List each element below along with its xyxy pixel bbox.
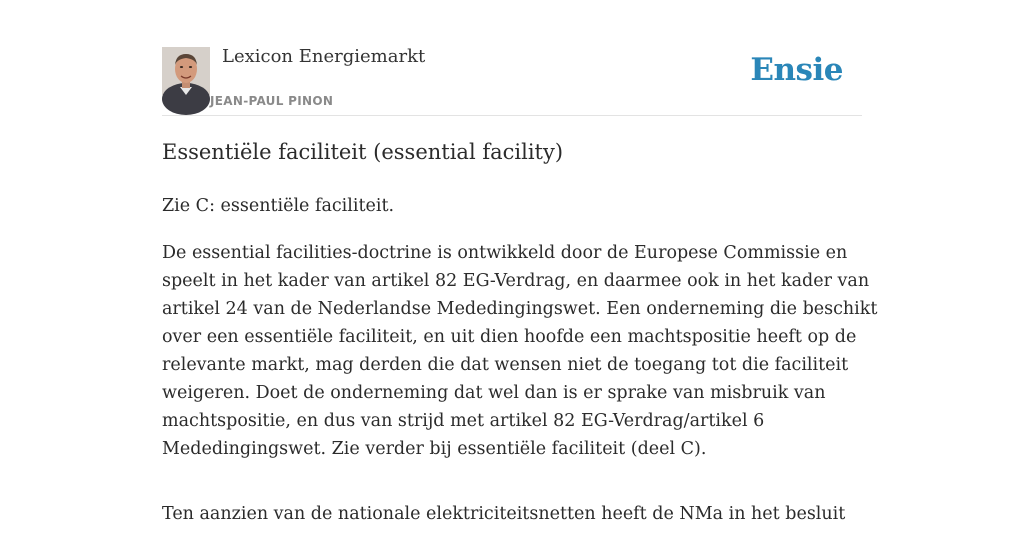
entry-content bbox=[162, 192, 878, 547]
paragraph-line: De essential facilities-doctrine is ontwikkeld door de Europese Commissie en bbox=[162, 243, 848, 263]
entry-title: Essentiële faciliteit (essential facility) bbox=[162, 140, 564, 164]
header-divider bbox=[162, 115, 862, 116]
paragraph-line: relevante markt, mag derden die dat wensen niet de toegang tot die faciliteit bbox=[162, 355, 849, 375]
paragraph-line: Mededingingswet. Zie verder bij essentiële faciliteit (deel C). bbox=[162, 439, 707, 459]
author-portrait-icon bbox=[162, 47, 210, 95]
book-title-link[interactable]: Lexicon Energiemarkt bbox=[222, 46, 426, 67]
paragraph-line: machtspositie, en dus van strijd met artikel 82 EG-Verdrag/artikel 6 bbox=[162, 411, 765, 431]
paragraph-line: weigeren. Doet de onderneming dat wel dan is er sprake van misbruik van bbox=[162, 383, 826, 403]
paragraph-line: over een essentiële faciliteit, en uit dien hoofde een machtspositie heeft op de bbox=[162, 327, 857, 347]
definition-paragraph bbox=[162, 239, 878, 463]
brand-logo-link[interactable]: Ensie bbox=[750, 52, 843, 88]
paragraph-line: Ten aanzien van de nationale elektriciteitsnetten heeft de NMa in het besluit bbox=[162, 504, 846, 524]
paragraph-line: artikel 24 van de Nederlandse Mededingingswet. Een onderneming die beschikt bbox=[162, 299, 878, 319]
paragraph-line: speelt in het kader van artikel 82 EG-Verdrag, en daarmee ook in het kader van bbox=[162, 271, 870, 291]
see-also-text: Zie C: essentiële faciliteit. bbox=[162, 196, 395, 216]
author-name-link[interactable]: JEAN-PAUL PINON bbox=[210, 94, 334, 108]
following-paragraph bbox=[162, 500, 862, 528]
author-avatar[interactable] bbox=[162, 47, 210, 95]
